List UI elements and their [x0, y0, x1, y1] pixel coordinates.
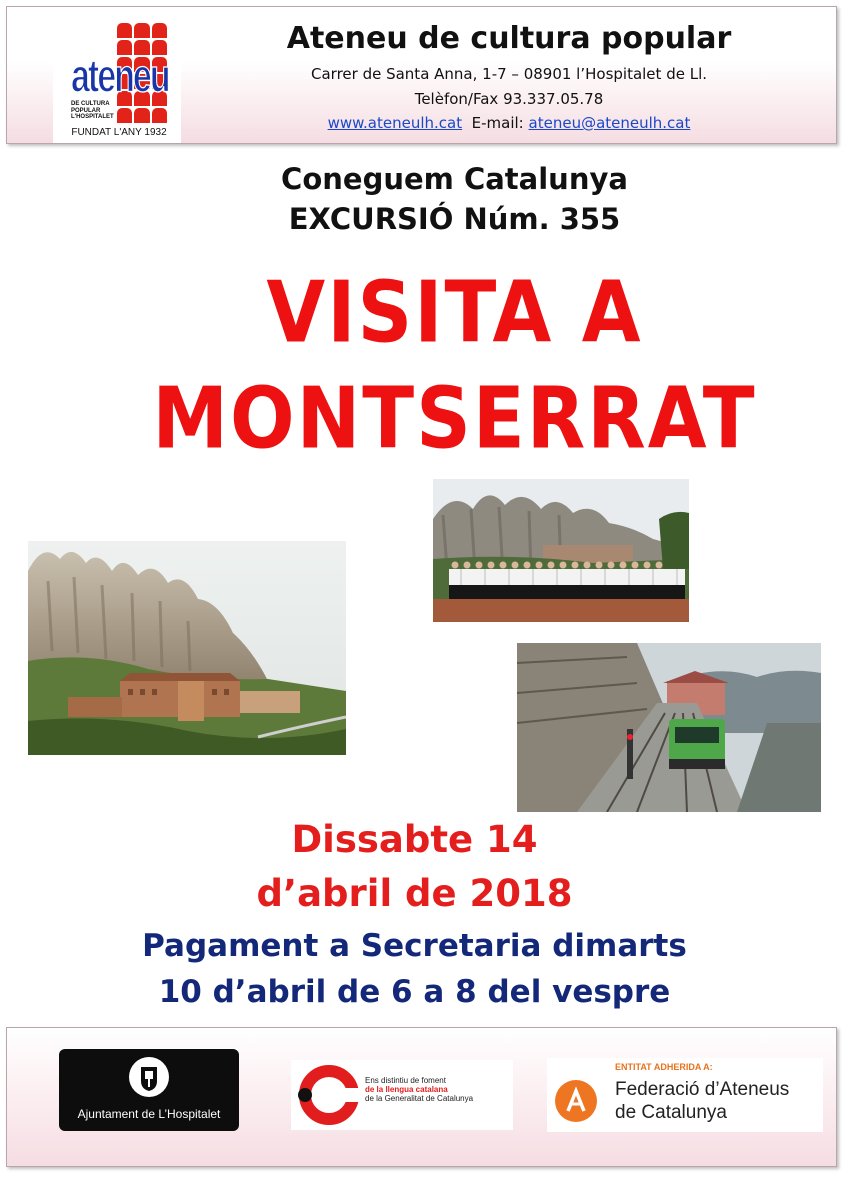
header-banner: [6, 6, 837, 144]
language-distinction-text: Ens distintiu de foment de la llengua catalana de la Generalitat de Catalunya: [365, 1076, 474, 1103]
contact-line: [187, 114, 831, 132]
website-link[interactable]: www.ateneulh.cat: [327, 114, 463, 132]
federation-sponsor-logo: [547, 1058, 823, 1132]
hospitalet-label: Ajuntament de L’Hospitalet: [77, 1107, 221, 1121]
sponsors-footer: [6, 1027, 837, 1167]
federation-a-icon: [555, 1080, 597, 1122]
hospitalet-emblem-icon: [129, 1057, 169, 1097]
email-label: E-mail:: [471, 114, 524, 132]
language-distinction-logo: [291, 1060, 513, 1130]
logo-founded: FUNDAT L'ANY 1932: [71, 127, 167, 138]
hospitalet-sponsor-logo: [59, 1049, 239, 1131]
choir-photo: [433, 479, 689, 622]
payment-info-line1: Pagament a Secretaria dimarts: [142, 928, 687, 964]
federation-name: Federació d’Ateneus de Catalunya: [615, 1079, 790, 1123]
event-date-line2: d’abril de 2018: [256, 872, 573, 915]
logo-wordmark: ateneu: [71, 51, 169, 103]
email-link[interactable]: ateneu@ateneulh.cat: [528, 114, 691, 132]
organization-address: Carrer de Santa Anna, 1-7 – 08901 l’Hospitalet de Ll.: [311, 65, 707, 83]
series-title: Coneguem Catalunya: [281, 162, 628, 196]
organization-phone: Telèfon/Fax 93.337.05.78: [414, 90, 604, 108]
event-date-line1: Dissabte 14: [291, 818, 538, 861]
federation-tag: ENTITAT ADHERIDA A:: [615, 1062, 713, 1072]
logo-subtitle: DE CULTURA POPULAR L'HOSPITALET: [71, 101, 114, 120]
main-title-line2: MONTSERRAT: [152, 368, 757, 468]
organization-name: Ateneu de cultura popular: [286, 21, 732, 56]
monastery-photo: [28, 541, 346, 755]
ateneu-logo: [53, 13, 181, 143]
payment-info-line2: 10 d’abril de 6 a 8 del vespre: [158, 974, 671, 1010]
main-title-line1: VISITA A: [266, 262, 643, 362]
excursion-number: EXCURSIÓ Núm. 355: [288, 202, 621, 236]
rack-railway-photo: [517, 643, 821, 812]
catalan-language-icon: [295, 1064, 359, 1126]
